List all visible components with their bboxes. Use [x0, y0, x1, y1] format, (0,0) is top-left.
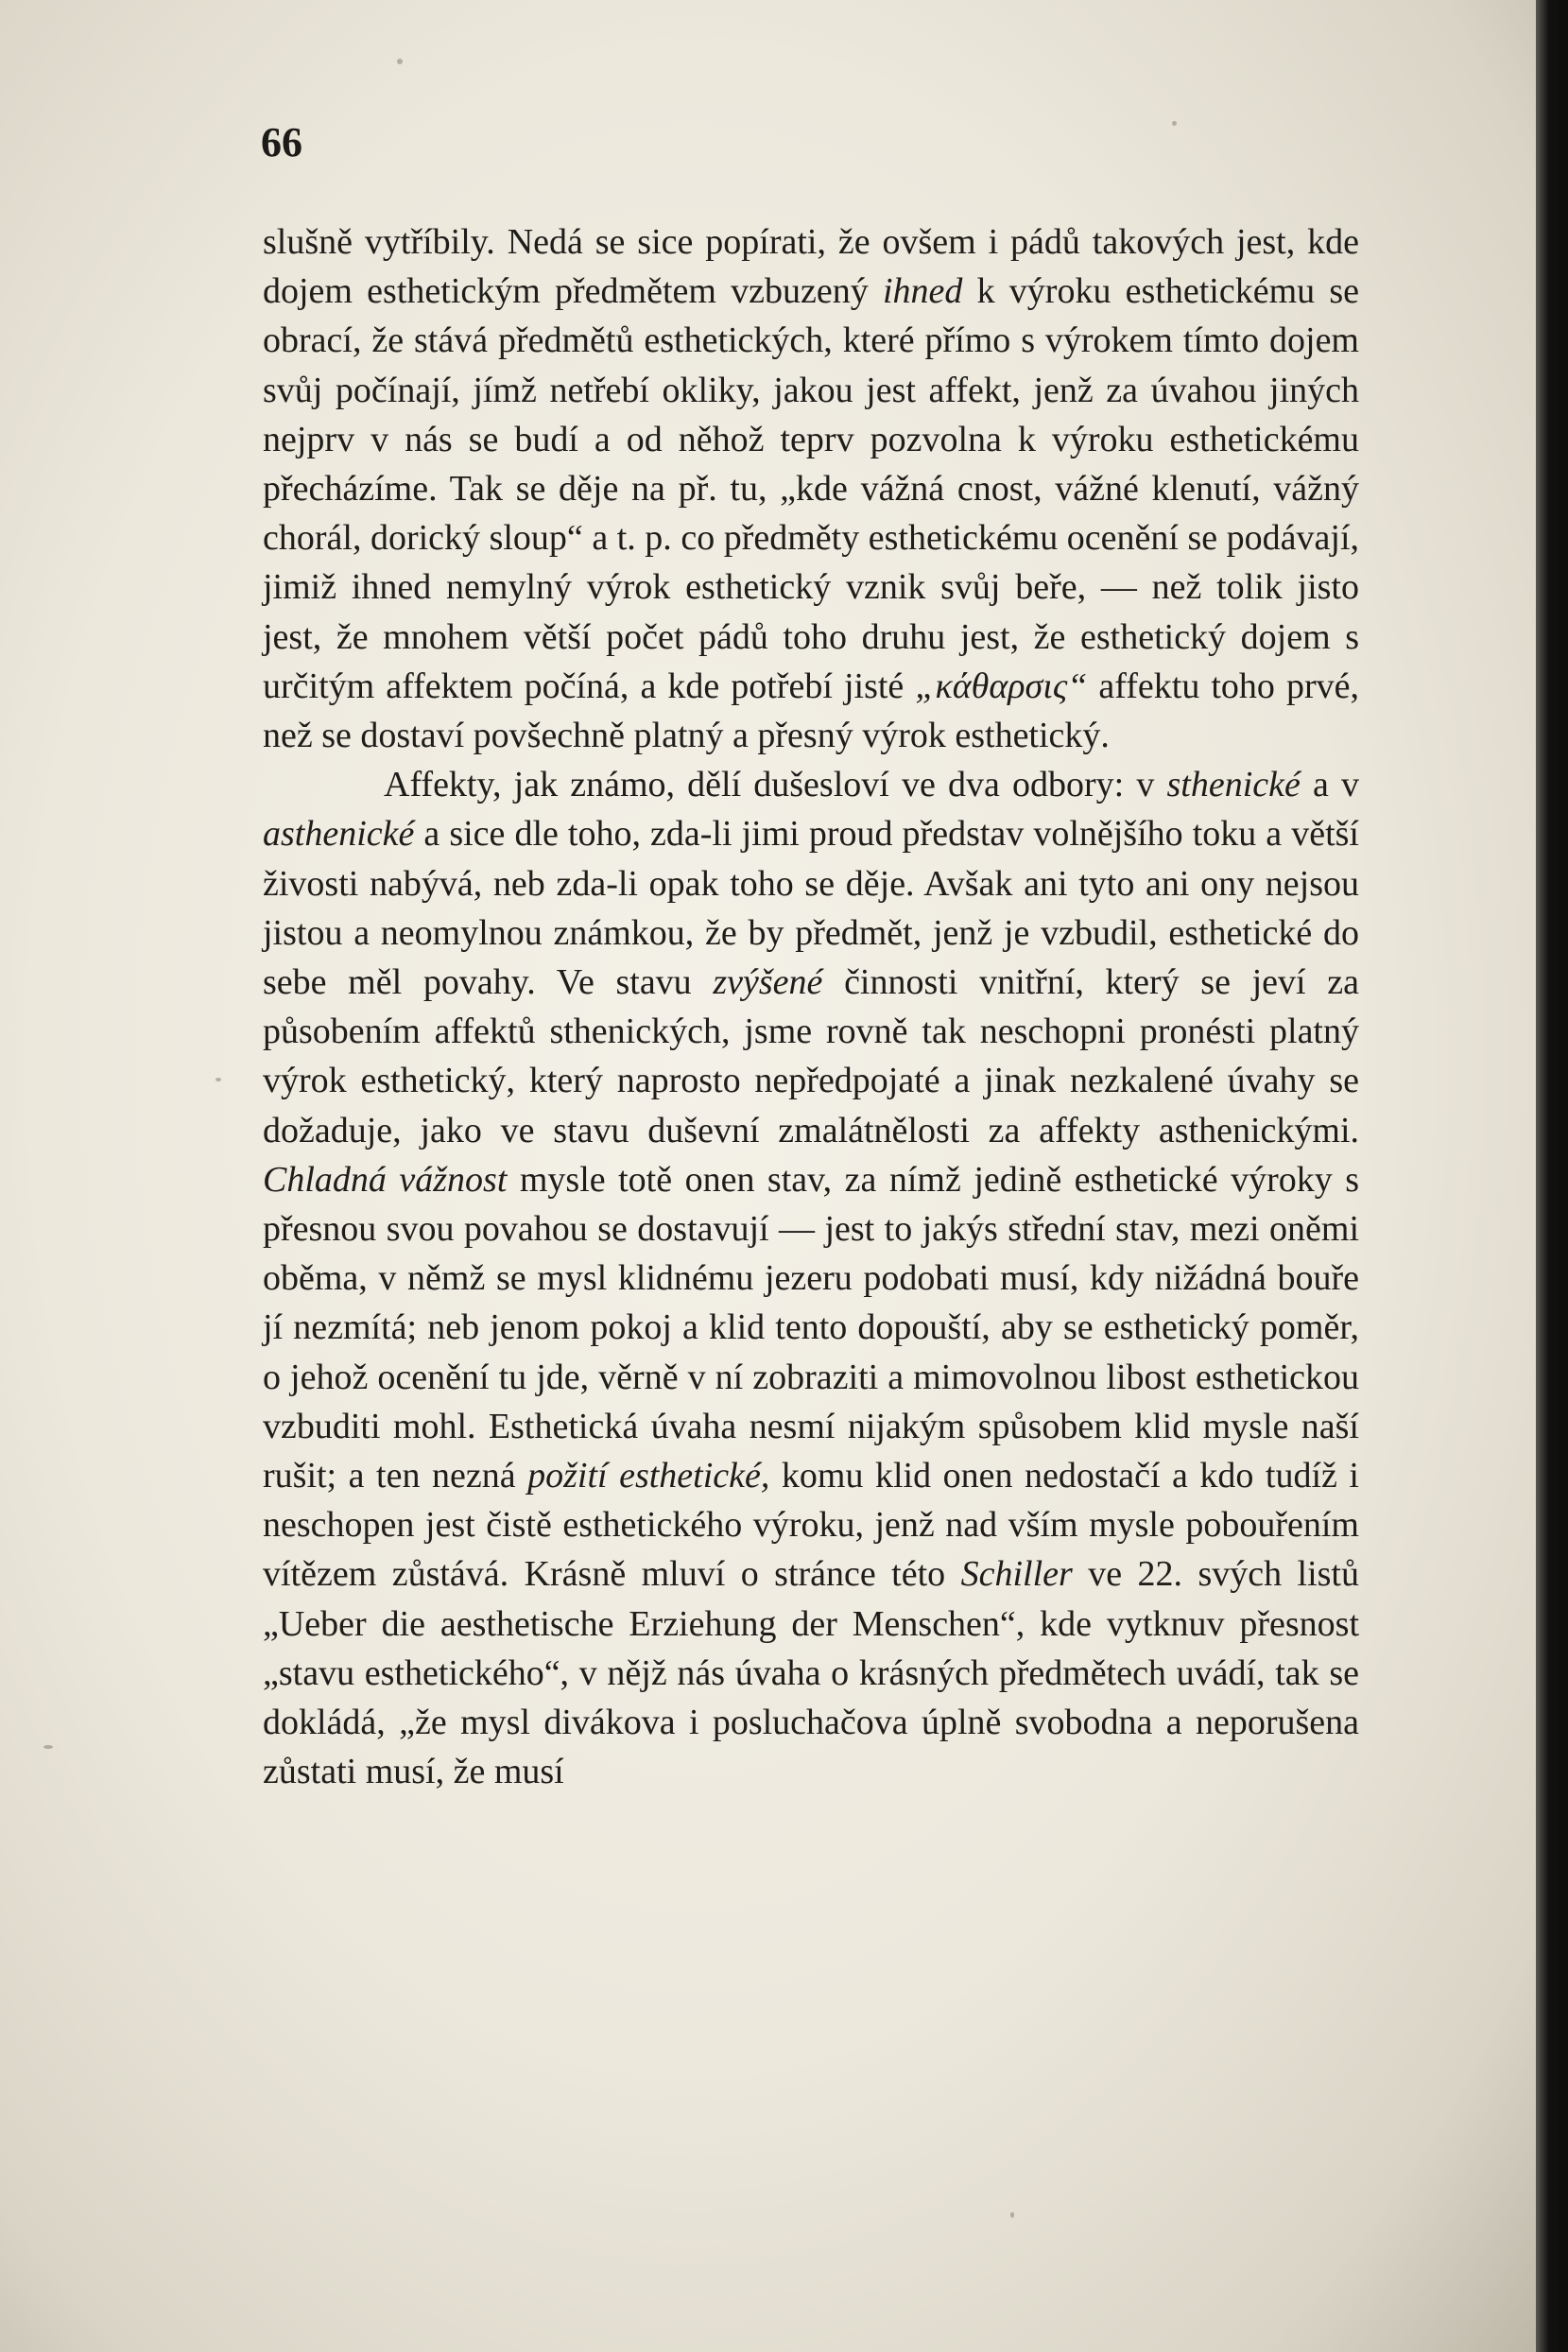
page-number: 66: [261, 119, 302, 165]
italic-text: „κάθαρσις“: [915, 666, 1088, 706]
body-text: [263, 217, 1359, 1797]
text-run: komu klid onen nedostačí a kdo tudíž i neschopen jest čistě esthetického výroku, jenž nad vším mysle pobouřením vítězem zůstává. Krásně mluví o stránce této: [263, 1456, 1359, 1595]
paper-speck: [215, 1078, 221, 1081]
italic-text: Schiller: [960, 1554, 1073, 1595]
paper-speck: [43, 1745, 53, 1749]
paper-speck: [1172, 121, 1177, 126]
text-run: mysle totě onen stav, za nímž jedině esthetické výroky s přesnou svou povahou se dostavují — jest to jakýs střední stav, mezi oněmi oběma, v němž se mysl klidnému jezeru podobati musí, kdy nižádná bouře jí nezmítá; neb jenom pokoj a klid tento dopouští, aby se esthetický poměr, o jehož ocenění tu jde, věrně v ní zobraziti a mimovolnou libost esthetickou vzbuditi mohl. Esthetická úvaha nesmí nijakým spůsobem klid mysle naší rušit; a ten nezná: [263, 1159, 1359, 1496]
text-run: Affekty, jak známo, dělí dušesloví ve dva odbory: v: [384, 765, 1167, 805]
italic-text: ihned: [882, 271, 963, 312]
paragraph: [263, 217, 1359, 760]
italic-text: asthenické: [263, 814, 415, 855]
italic-text: sthenické: [1166, 765, 1301, 805]
text-run: a v: [1300, 765, 1360, 805]
paragraph: [263, 760, 1359, 1796]
paper-speck: [397, 59, 403, 64]
italic-text: Chladná vážnost: [263, 1159, 508, 1200]
italic-text: požití esthetické,: [527, 1456, 770, 1496]
text-run: affektu toho prvé, než se dostaví povšechně platný a přesný výrok esthetický.: [263, 666, 1360, 756]
page-edge-shadow: [1536, 0, 1568, 2352]
italic-text: zvýšené: [713, 962, 823, 1003]
text-run: a sice dle toho, zda-li jimi proud představ volnějšího toku a větší živosti nabývá, neb zda-li opak toho se děje. Avšak ani tyto ani ony nejsou jistou a neomylnou známkou, že by předmět, jenž je vzbudil, esthetické do sebe měl povahy. Ve stavu: [263, 814, 1359, 1003]
paper-speck: [1010, 2212, 1014, 2218]
text-run: ve 22. svých listů „Ueber die aesthetische Erziehung der Menschen“, kde vytknuv přesnost „stavu esthetického“, v nějž nás úvaha o krásných předmětech uvádí, tak se dokládá, „že mysl divákova i posluchačova úplně svobodna a neporušena zůstati musí, že musí: [263, 1554, 1359, 1792]
text-run: k výroku esthetickému se obrací, že stává předmětů esthetických, které přímo s výrokem tímto dojem svůj počínají, jímž netřebí okliky, jakou jest affekt, jenž za úvahou jiných nejprv v nás se budí a od něhož teprv pozvolna k výroku esthetickému přecházíme. Tak se děje na př. tu, „kde vážná cnost, vážné klenutí, vážný chorál, dorický sloup“ a t. p. co předměty esthetickému ocenění se podávají, jimiž ihned nemylný výrok esthetický vznik svůj beře, — než tolik jisto jest, že mnohem větší počet pádů toho druhu jest, že esthetický dojem s určitým affektem počíná, a kde potřebí jisté: [263, 271, 1360, 706]
text-run: slušně vytříbily. Nedá se sice popírati, že ovšem i pádů takových jest, kde dojem esthetickým předmětem vzbuzený: [263, 222, 1359, 312]
text-run: činnosti vnitřní, který se jeví za působením affektů sthenických, jsme rovně tak neschopni pronésti platný výrok esthetický, který naprosto nepředpojaté a jinak nezkalené úvahy se dožaduje, jako ve stavu duševní zmalátnělosti za affekty asthenickými.: [263, 962, 1359, 1150]
